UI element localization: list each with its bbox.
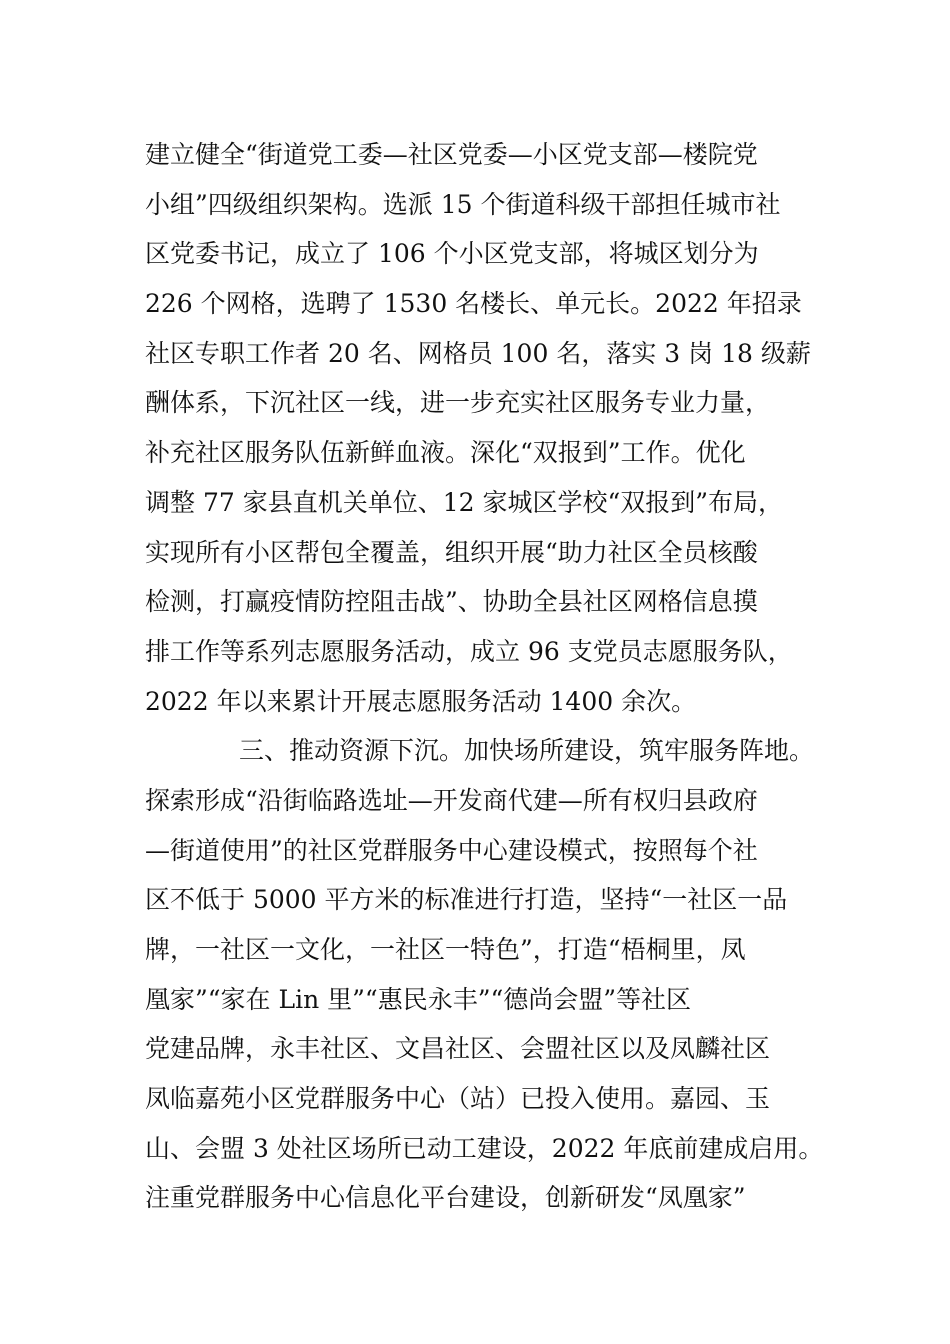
text-line: 建立健全“街道党工委—社区党委—小区党支部—楼院党 <box>145 140 758 169</box>
text-line: 凤临嘉苑小区党群服务中心（站）已投入使用。嘉园、玉 <box>145 1084 771 1114</box>
text-line: 226 个网格，选聘了 1530 名楼长、单元长。2022 年招录 <box>145 289 802 319</box>
body-text <box>145 130 825 1223</box>
section-heading-line: 三、推动资源下沉。加快场所建设，筑牢服务阵地。 <box>239 736 815 766</box>
text-line: 实现所有小区帮包全覆盖，组织开展“助力社区全员核酸 <box>145 537 758 567</box>
text-line: 山、会盟 3 处社区场所已动工建设，2022 年底前建成启用。 <box>145 1133 824 1163</box>
text-line: 酬体系，下沉社区一线，进一步充实社区服务专业力量， <box>145 388 771 418</box>
text-line: 2022 年以来累计开展志愿服务活动 1400 余次。 <box>145 686 697 716</box>
text-line: 排工作等系列志愿服务活动，成立 96 支党员志愿服务队， <box>145 636 793 666</box>
text-line: 牌，一社区一文化，一社区一特色”，打造“梧桐里，凤 <box>145 935 746 964</box>
text-line: 注重党群服务中心信息化平台建设，创新研发“凤凰家” <box>145 1183 746 1213</box>
text-line: 社区专职工作者 20 名、网格员 100 名，落实 3 岗 18 级薪 <box>145 338 811 368</box>
text-line: 党建品牌，永丰社区、文昌社区、会盟社区以及凤麟社区 <box>145 1034 771 1064</box>
text-line: 探索形成“沿街临路选址—开发商代建—所有权归县政府 <box>145 785 758 815</box>
text-line: 检测，打赢疫情防控阻击战”、协助全县社区网格信息摸 <box>145 587 758 617</box>
text-line: 区不低于 5000 平方米的标准进行打造，坚持“一社区一品 <box>145 885 788 915</box>
text-line: 小组”四级组织架构。选派 15 个街道科级干部担任城市社 <box>145 189 781 219</box>
text-line: 区党委书记，成立了 106 个小区党支部，将城区划分为 <box>145 239 759 269</box>
text-line: —街道使用”的社区党群服务中心建设模式，按照每个社 <box>145 835 758 865</box>
text-line: 调整 77 家县直机关单位、12 家城区学校“双报到”布局， <box>145 487 784 517</box>
text-line: 凰家”“家在 Lin 里”“惠民永丰”“德尚会盟”等社区 <box>145 984 692 1014</box>
text-line: 补充社区服务队伍新鲜血液。深化“双报到”工作。优化 <box>145 438 746 468</box>
